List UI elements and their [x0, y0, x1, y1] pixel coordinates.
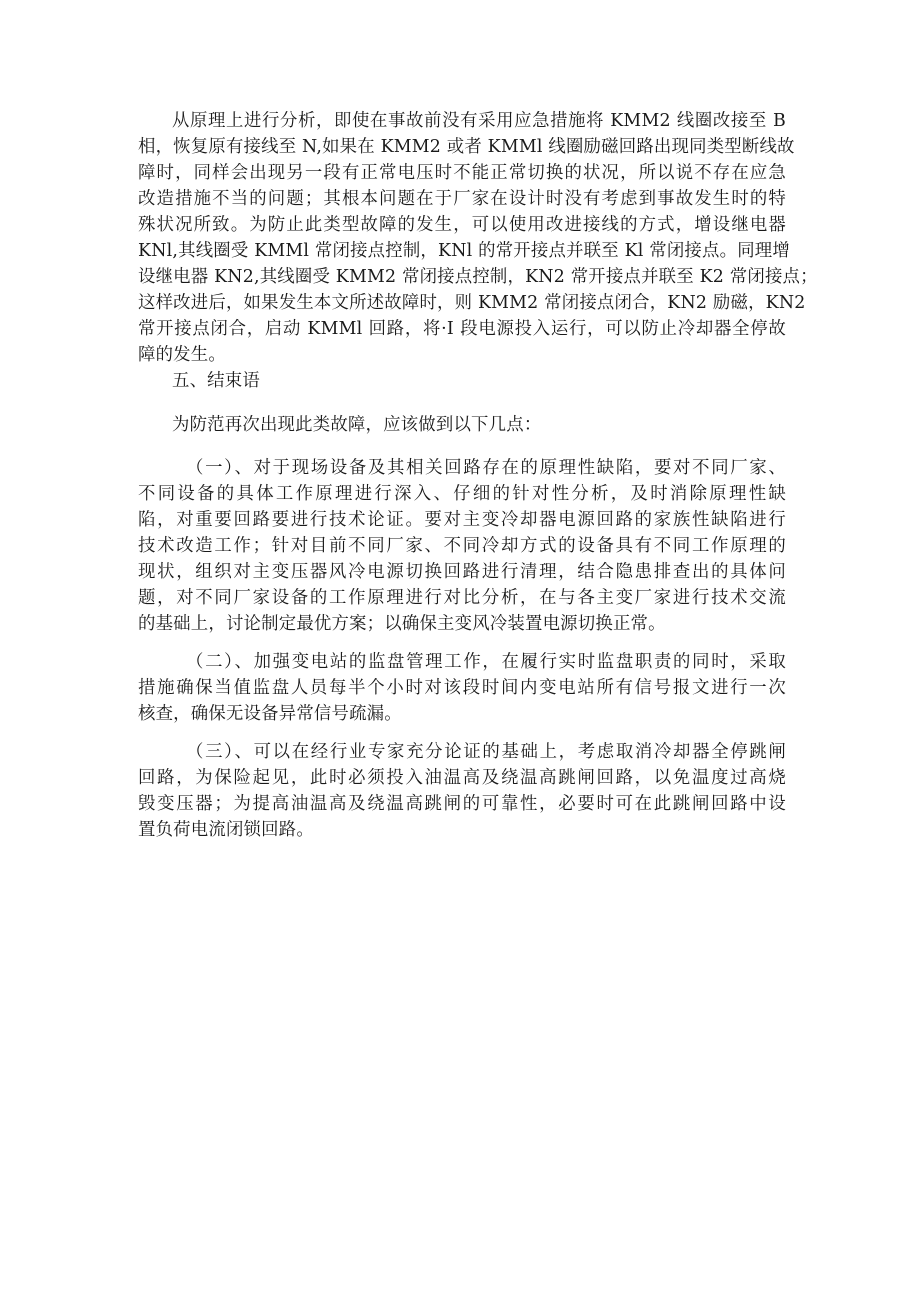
text-line: 措施确保当值监盘人员每半个小时对该段时间内变电站所有信号报文进行一次 [138, 678, 786, 698]
text-line: 改造措施不当的问题；其根本问题在于厂家在设计时没有考虑到事故发生时的特 [138, 189, 786, 209]
section-heading [138, 368, 786, 394]
text-line: 回路，为保险起见，此时必须投入油温高及绕温高跳闸回路，以免温度过高烧 [138, 768, 786, 788]
text-line: （二）、加强变电站的监盘管理工作，在履行实时监盘职责的同时，采取 [186, 652, 786, 672]
text-line: （一）、对于现场设备及其相关回路存在的原理性缺陷，要对不同厂家、 [186, 458, 786, 478]
text-line: 殊状况所致。为防止此类型故障的发生，可以使用改进接线的方式，增设继电器 [138, 215, 786, 235]
text-line: 这样改进后，如果发生本文所述故障时，则 KMM2 常闭接点闭合，KN2 励磁，KN2 [138, 293, 806, 313]
heading-text: 五、结束语 [172, 371, 260, 391]
text-line: （三）、可以在经行业专家充分论证的基础上，考虑取消冷却器全停跳闸 [186, 742, 786, 762]
list-item-3 [138, 739, 786, 843]
list-item-2 [138, 649, 786, 727]
text-line: 核查，确保无设备异常信号疏漏。 [138, 704, 402, 724]
text-line: 不同设备的具体工作原理进行深入、仔细的针对性分析，及时消除原理性缺 [138, 484, 786, 504]
text-line: 从原理上进行分析，即使在事故前没有采用应急措施将 KMM2 线圈改接至 B [172, 111, 786, 131]
text-line: 现状，组织对主变压器风冷电源切换回路进行清理，结合隐患排查出的具体问 [138, 562, 786, 582]
text-line: 技术改造工作；针对目前不同厂家、不同冷却方式的设备具有不同工作原理的 [138, 536, 786, 556]
text-line: 相，恢复原有接线至 N,如果在 KMM2 或者 KMMl 线圈励磁回路出现同类型断线故 [138, 137, 795, 157]
text-line: 的基础上，讨论制定最优方案；以确保主变风冷装置电源切换正常。 [138, 614, 666, 634]
text-line: 障时，同样会出现另一段有正常电压时不能正常切换的状况，所以说不存在应急 [138, 163, 786, 183]
text-line: 置负荷电流闭锁回路。 [138, 820, 314, 840]
list-item-1 [138, 455, 786, 637]
text-line: 障的发生。 [138, 345, 226, 365]
text-line: 陷，对重要回路要进行技术论证。要对主变冷却器电源回路的家族性缺陷进行 [138, 510, 786, 530]
paragraph-analysis [138, 108, 818, 368]
intro-paragraph [138, 412, 786, 438]
text-line: 为防范再次出现此类故障，应该做到以下几点： [172, 415, 542, 435]
text-line: KNl,其线圈受 KMMl 常闭接点控制，KNl 的常开接点并联至 Kl 常闭接点。同理增 [138, 241, 790, 261]
text-line: 毁变压器；为提高油温高及绕温高跳闸的可靠性，必要时可在此跳闸回路中设 [138, 794, 786, 814]
text-line: 设继电器 KN2,其线圈受 KMM2 常闭接点控制，KN2 常开接点并联至 K2 常闭接点； [138, 267, 818, 287]
text-line: 常开接点闭合，启动 KMMl 回路，将·I 段电源投入运行，可以防止冷却器全停故 [138, 319, 786, 339]
text-line: 题，对不同厂家设备的工作原理进行对比分析，在与各主变厂家进行技术交流 [138, 588, 786, 608]
